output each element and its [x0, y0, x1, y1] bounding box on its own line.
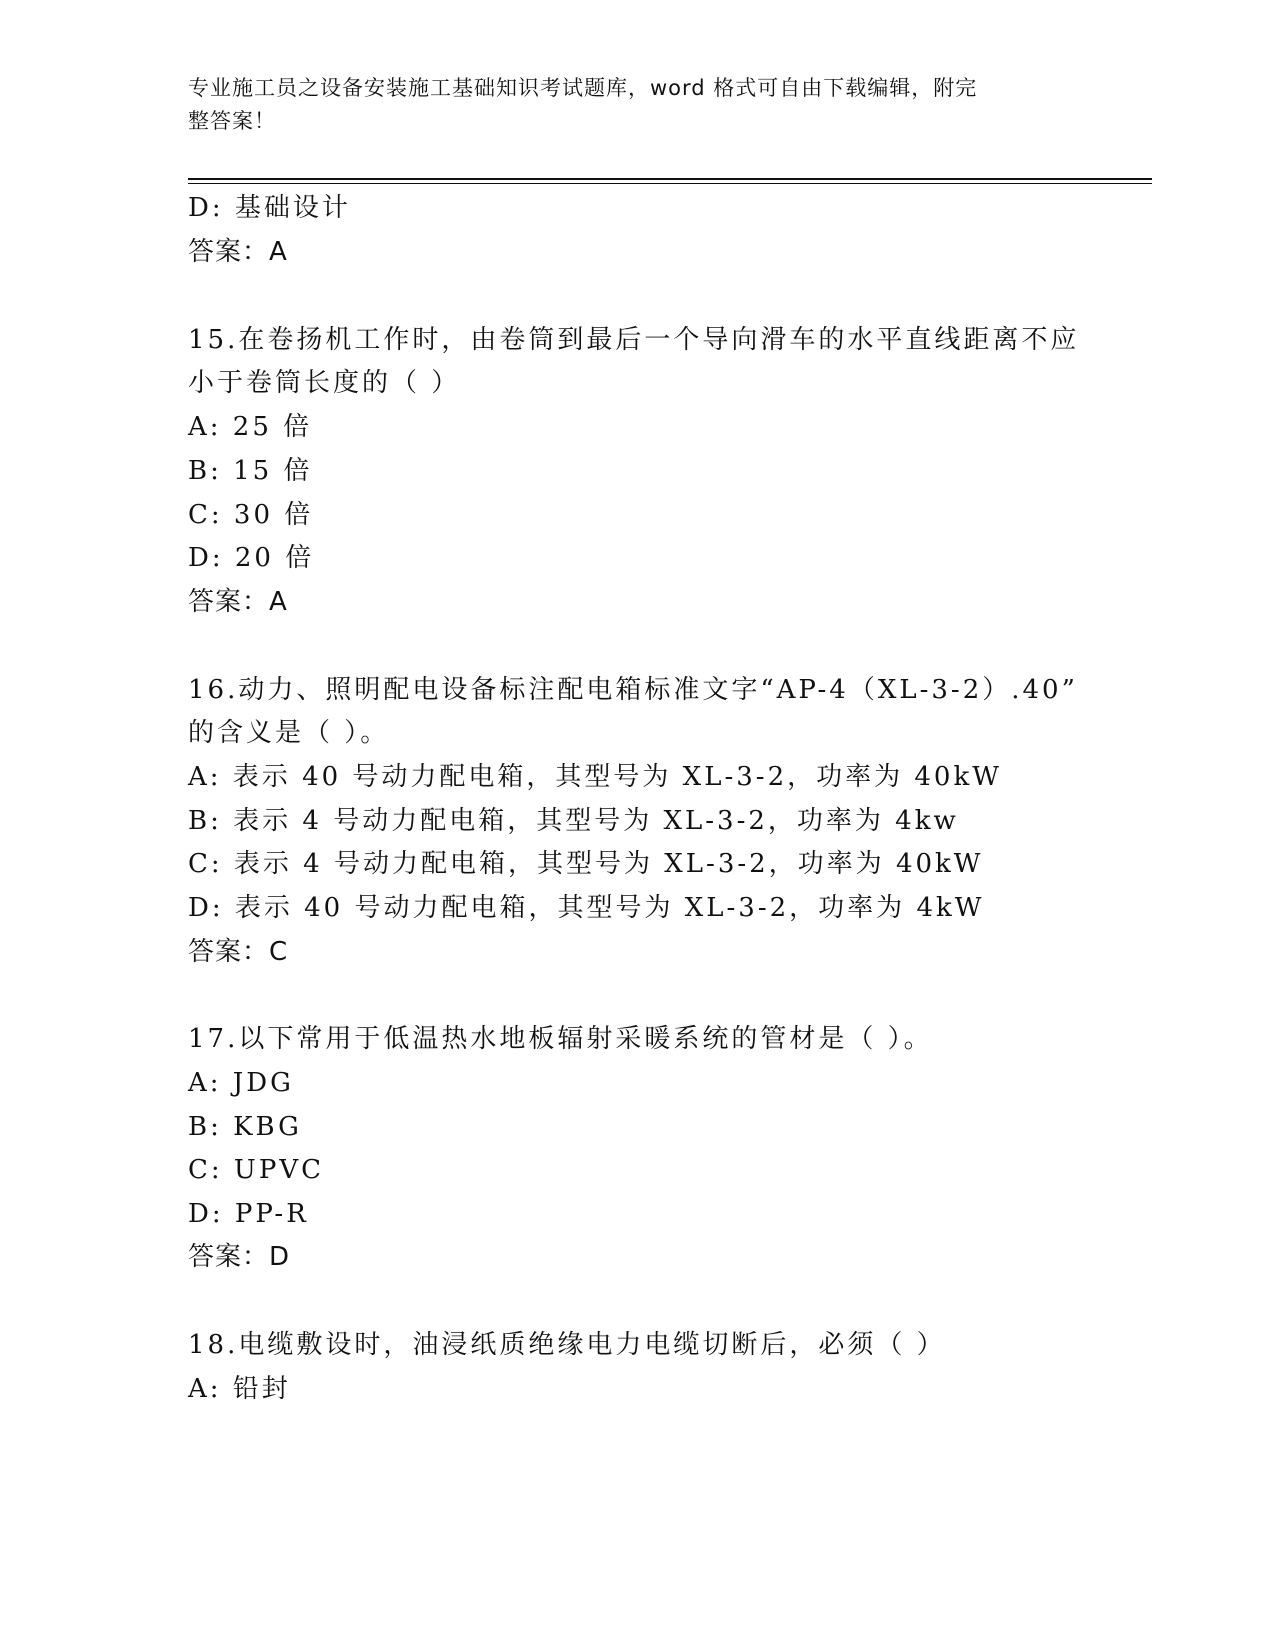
q16-option-c: C: 表示 4 号动力配电箱，其型号为 XL-3-2，功率为 40kW	[188, 849, 984, 879]
q15-option-d: D: 20 倍	[188, 543, 315, 573]
prev-option-d: D: 基础设计	[188, 193, 351, 223]
document-header	[188, 72, 1068, 138]
header-divider-thin	[188, 183, 1152, 184]
q17-option-c: C: UPVC	[188, 1155, 324, 1185]
q17-option-b: B: KBG	[188, 1112, 302, 1142]
header-title-line-2: 整答案！	[188, 109, 276, 133]
header-divider-thick	[188, 178, 1152, 180]
q15-option-b: B: 15 倍	[188, 456, 313, 486]
q16-option-d: D: 表示 40 号动力配电箱，其型号为 XL-3-2，功率为 4kW	[188, 893, 985, 923]
q15-stem-line-1: 15.在卷扬机工作时，由卷筒到最后一个导向滑车的水平直线距离不应	[188, 325, 1080, 355]
q16-answer: 答案：C	[188, 937, 289, 967]
header-title-line-1: 专业施工员之设备安装施工基础知识考试题库，word 格式可自由下载编辑，附完	[188, 76, 978, 100]
q15-answer: 答案：A	[188, 587, 288, 617]
prev-answer: 答案：A	[188, 237, 288, 267]
q18-option-a: A: 铅封	[188, 1374, 291, 1404]
q16-stem-line-1: 16.动力、照明配电设备标注配电箱标准文字“AP-4（XL-3-2）.40”	[188, 675, 1078, 705]
q17-option-a: A: JDG	[188, 1068, 294, 1098]
q17-option-d: D: PP-R	[188, 1199, 309, 1229]
q17-answer: 答案：D	[188, 1242, 291, 1272]
q17-stem-line-1: 17.以下常用于低温热水地板辐射采暖系统的管材是（ ）。	[188, 1024, 933, 1054]
q15-option-a: A: 25 倍	[188, 412, 313, 442]
q18-stem-line-1: 18.电缆敷设时，油浸纸质绝缘电力电缆切断后，必须（ ）	[188, 1330, 946, 1360]
q15-stem-line-2: 小于卷筒长度的（ ）	[188, 368, 461, 398]
q16-option-b: B: 表示 4 号动力配电箱，其型号为 XL-3-2，功率为 4kw	[188, 806, 959, 836]
q16-stem-line-2: 的含义是（ ）。	[188, 718, 390, 748]
q16-option-a: A: 表示 40 号动力配电箱，其型号为 XL-3-2，功率为 40kW	[188, 762, 1002, 792]
q15-option-c: C: 30 倍	[188, 500, 314, 530]
